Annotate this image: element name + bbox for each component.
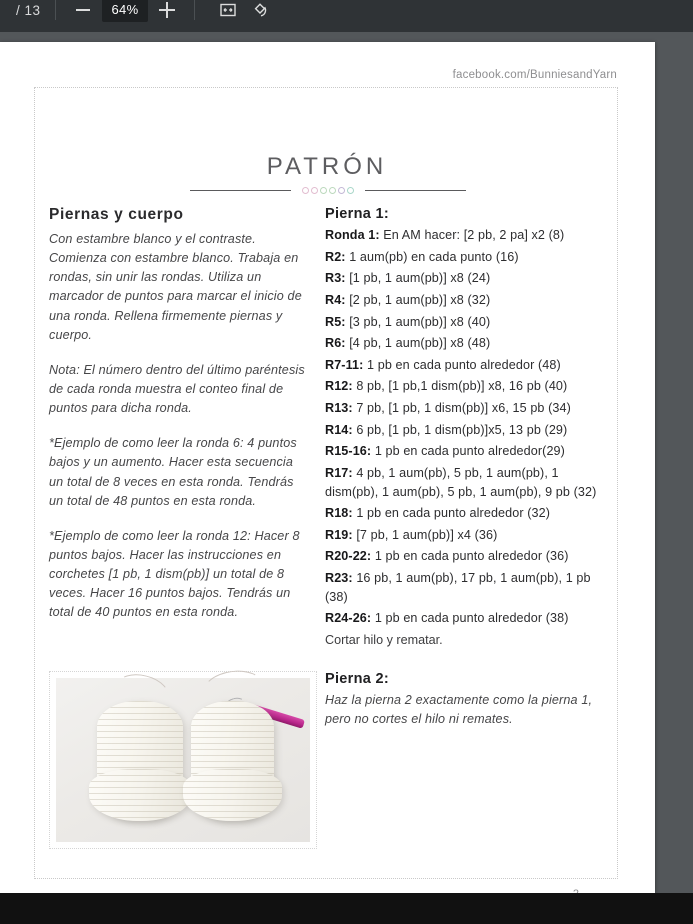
divider-dot — [311, 187, 318, 194]
round-label: R23: — [325, 571, 353, 585]
section-spacer — [325, 653, 613, 671]
page-title: PATRÓN — [266, 153, 388, 180]
divider-line-left — [190, 190, 291, 191]
divider-dot — [320, 187, 327, 194]
toolbar-divider — [55, 0, 56, 20]
note-paragraph: Nota: El número dentro del último paréntesis de cada ronda muestra el conteo final de puntos para dicha ronda. — [49, 362, 305, 416]
pdf-viewer-canvas[interactable] — [0, 32, 693, 893]
round-label: R14: — [325, 422, 353, 437]
round-text: En AM hacer: [2 pb, 2 pa] x2 (8) — [383, 228, 565, 242]
round-row — [325, 248, 613, 267]
round-row — [325, 377, 613, 396]
round-row — [325, 504, 613, 523]
round-row — [325, 334, 613, 353]
window-bottom-strip — [0, 893, 693, 924]
divider-dot — [329, 187, 336, 194]
example-round-12-paragraph: *Ejemplo de como leer la ronda 12: Hacer 8 puntos bajos. Hacer las instrucciones en corchetes [1 pb, 1 dism(pb)] un total de 8 veces. Hacer 16 puntos bajos. Tendrás un total de 40 puntos en esta ronda. — [49, 528, 300, 620]
title-divider — [190, 187, 466, 194]
round-label: R7-11: — [325, 357, 364, 372]
round-text: [3 pb, 1 aum(pb)] x8 (40) — [349, 314, 491, 329]
round-text: 1 aum(pb) en cada punto (16) — [349, 249, 519, 264]
fit-page-button[interactable] — [215, 0, 241, 23]
round-text: 7 pb, [1 pb, 1 dism(pb)] x6, 15 pb (34) — [356, 401, 571, 415]
round-label: R19: — [325, 527, 353, 542]
round-text: 1 pb en cada punto alrededor (38) — [374, 611, 569, 626]
crocheted-leg-left — [97, 701, 183, 819]
round-text: 8 pb, [1 pb,1 dism(pb)] x8, 16 pb (40) — [356, 379, 568, 394]
pierna-2-paragraph: Haz la pierna 2 exactamente como la pierna 1, pero no cortes el hilo ni remates. — [325, 692, 593, 726]
round-label: R2: — [325, 249, 346, 264]
pattern-photo — [56, 678, 310, 842]
zoom-in-button[interactable] — [154, 0, 180, 23]
round-text: [1 pb, 1 aum(pb)] x8 (24) — [349, 271, 491, 286]
divider-dot — [338, 187, 345, 194]
right-column — [317, 206, 619, 729]
round-row — [325, 547, 613, 566]
rotate-button[interactable] — [247, 0, 273, 23]
round-label: R3: — [325, 271, 346, 286]
round-label: R18: — [325, 506, 353, 521]
round-label: R20-22: — [325, 549, 372, 564]
rotate-icon — [251, 1, 269, 19]
stitch-texture — [183, 769, 282, 821]
section-heading-pierna-1: Pierna 1: — [325, 206, 389, 222]
page-count-label: / 13 — [16, 2, 41, 18]
round-row — [325, 464, 613, 501]
crocheted-foot — [89, 769, 191, 821]
content-columns — [35, 206, 619, 729]
round-row — [325, 291, 613, 310]
round-text: 16 pb, 1 aum(pb), 17 pb, 1 aum(pb), 1 pb (38) — [325, 571, 591, 604]
round-row — [325, 609, 613, 628]
round-row — [325, 569, 613, 606]
round-row — [325, 421, 613, 440]
stitch-texture — [89, 769, 191, 821]
round-label: R4: — [325, 292, 346, 307]
pdf-page — [0, 42, 655, 893]
divider-line-right — [365, 190, 466, 191]
intro-paragraph: Con estambre blanco y el contraste. Comienza con estambre blanco. Trabaja en rondas, sin unir las rondas. Utiliza un marcador de puntos para marcar el inicio de una ronda. Rellena firmemente piernas y cuerpo. — [49, 232, 302, 342]
site-credit: facebook.com/BunniesandYarn — [452, 69, 617, 81]
round-label: R13: — [325, 401, 353, 415]
divider-dot — [347, 187, 354, 194]
divider-dots — [291, 187, 365, 194]
round-label: R6: — [325, 336, 346, 351]
minus-icon — [76, 9, 90, 11]
round-row — [325, 313, 613, 332]
round-text: [4 pb, 1 aum(pb)] x8 (48) — [349, 336, 491, 351]
example-round-6-paragraph: *Ejemplo de como leer la ronda 6: 4 puntos bajos y un aumento. Hacer esta secuencia un total de 8 veces en esta ronda. Tendrás un total de 48 puntos en esta ronda. — [49, 436, 297, 508]
round-text: [2 pb, 1 aum(pb)] x8 (32) — [349, 292, 491, 307]
zoom-out-button[interactable] — [70, 0, 96, 23]
pdf-viewer-toolbar — [0, 0, 693, 32]
round-label: Ronda 1: — [325, 228, 380, 242]
round-label: R24-26: — [325, 611, 372, 626]
round-row — [325, 356, 613, 375]
plus-icon — [159, 2, 175, 18]
zoom-level-value[interactable]: 64% — [102, 0, 149, 22]
round-label: R5: — [325, 314, 346, 329]
round-row — [325, 399, 613, 418]
round-row — [325, 226, 613, 245]
round-row — [325, 269, 613, 288]
round-label: R17: — [325, 465, 353, 480]
round-row — [325, 526, 613, 545]
round-text: 1 pb en cada punto alrededor (32) — [356, 506, 551, 521]
round-text: 4 pb, 1 aum(pb), 5 pb, 1 aum(pb), 1 dism(pb), 1 aum(pb), 5 pb, 1 aum(pb), 9 pb (32) — [325, 465, 597, 499]
crocheted-leg-right — [191, 701, 275, 819]
document-border-frame — [34, 87, 618, 879]
round-row — [325, 442, 613, 461]
round-text: [7 pb, 1 aum(pb)] x4 (36) — [356, 527, 498, 542]
section-heading-pierna-2: Pierna 2: — [325, 670, 389, 687]
round-text: 1 pb en cada punto alrededor(29) — [374, 444, 565, 459]
fit-page-icon — [219, 1, 237, 19]
round-text: 6 pb, [1 pb, 1 dism(pb)]x5, 13 pb (29) — [356, 422, 568, 437]
divider-dot — [302, 187, 309, 194]
section-heading-piernas-y-cuerpo: Piernas y cuerpo — [49, 206, 184, 223]
round-text: 1 pb en cada punto alrededor (48) — [367, 357, 561, 372]
left-column — [35, 206, 317, 729]
toolbar-divider-2 — [194, 0, 195, 20]
closing-note: Cortar hilo y rematar. — [325, 632, 443, 647]
pattern-photo-frame — [49, 671, 317, 849]
round-label: R12: — [325, 379, 353, 394]
crocheted-foot — [183, 769, 282, 821]
round-text: 1 pb en cada punto alrededor (36) — [374, 549, 569, 564]
round-label: R15-16: — [325, 444, 372, 459]
